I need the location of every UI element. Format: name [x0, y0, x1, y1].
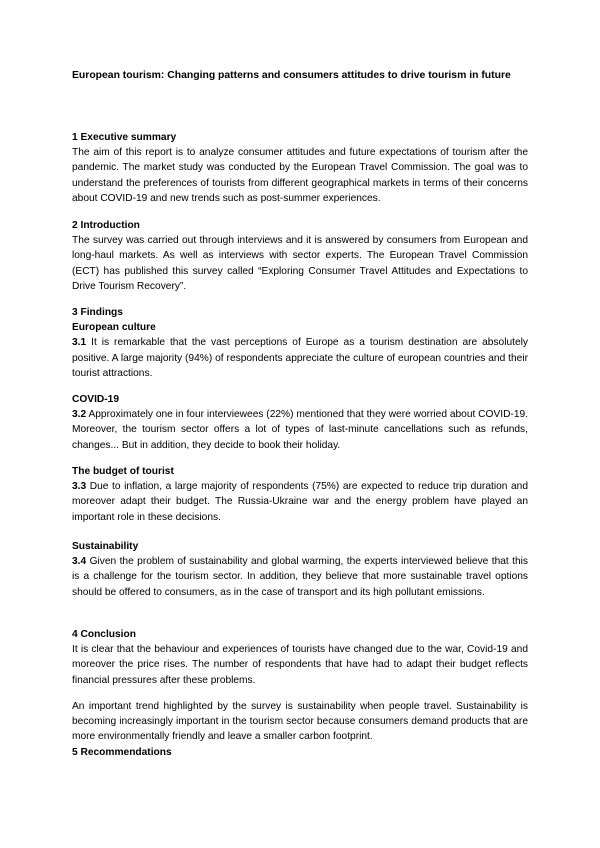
finding-3-4-number: 3.4	[72, 556, 87, 568]
findings-heading: 3 Findings	[72, 307, 123, 318]
conclusion-heading: 4 Conclusion	[72, 629, 136, 640]
executive-summary-heading: 1 Executive summary	[72, 132, 177, 143]
finding-3-3-number: 3.3	[72, 481, 87, 493]
executive-summary-section	[72, 130, 528, 206]
conclusion-paragraph-1: It is clear that the behaviour and experiences of tourists have changed due to the war, Covid-19 and moreover the price rises. The number of respondents that have had to adapt their budget reflects financial pressures after these problems.	[72, 644, 528, 686]
covid-section	[72, 392, 528, 453]
finding-3-1-number: 3.1	[72, 337, 87, 349]
budget-section	[72, 464, 528, 525]
covid-heading: COVID-19	[72, 394, 119, 405]
conclusion-section	[72, 627, 528, 688]
finding-3-1-text	[72, 335, 528, 381]
document-title: European tourism: Changing patterns and consumers attitudes to drive tourism in future	[72, 70, 511, 81]
finding-3-4-body: Given the problem of sustainability and global warming, the experts interviewed believe that this is a challenge for the tourism sector. In addition, they believe that more sustainable travel options should be offered to consumers, as in the case of transport and its high pollutant emissions.	[72, 556, 528, 598]
introduction-heading: 2 Introduction	[72, 220, 140, 231]
recommendations-heading: 5 Recommendations	[72, 746, 172, 758]
finding-3-2-text	[72, 407, 528, 453]
finding-3-2-body: Approximately one in four interviewees (22%) mentioned that they were worried about COVID-19. Moreover, the tourism sector offers a lot of types of last-minute cancellations such as refunds, changes... But in addition, they decide to book their holiday.	[72, 409, 528, 451]
finding-3-2-number: 3.2	[72, 409, 87, 421]
finding-3-4-text	[72, 554, 528, 600]
european-culture-heading: European culture	[72, 322, 156, 334]
introduction-text: The survey was carried out through interviews and it is answered by consumers from European and long-haul markets. As well as interviews with sector experts. The European Travel Commission (ECT) has published this survey called “Exploring Consumer Travel Attitudes and Expectations to Drive Tourism Recovery”.	[72, 235, 528, 292]
conclusion-paragraph-2: An important trend highlighted by the survey is sustainability when people travel. Sustainability is becoming increasingly important in the tourism sector because consumers demand products that are more environmentally friendly and leave a smaller carbon footprint.	[72, 701, 528, 743]
findings-section	[72, 305, 528, 381]
finding-3-1-body: It is remarkable that the vast perceptions of Europe as a tourism destination are absolutely positive. A large majority (94%) of respondents appreciate the culture of european countries and their tourist attractions.	[72, 337, 528, 379]
finding-3-3-text	[72, 479, 528, 525]
sustainability-heading: Sustainability	[72, 541, 139, 552]
sustainability-section	[72, 539, 528, 600]
introduction-section	[72, 218, 528, 294]
budget-heading: The budget of tourist	[72, 466, 174, 477]
finding-3-3-body: Due to inflation, a large majority of respondents (75%) are expected to reduce trip duration and moreover adapt their budget. The Russia-Ukraine war and the energy problem have played an important role in these decisions.	[72, 481, 528, 523]
executive-summary-text: The aim of this report is to analyze consumer attitudes and future expectations of tourism after the pandemic. The market study was conducted by the European Travel Commission. The goal was to understand the preferences of tourists from different geographical markets in terms of their concerns about COVID-19 and new trends such as post-summer experiences.	[72, 147, 528, 204]
conclusion-continued	[72, 699, 528, 760]
